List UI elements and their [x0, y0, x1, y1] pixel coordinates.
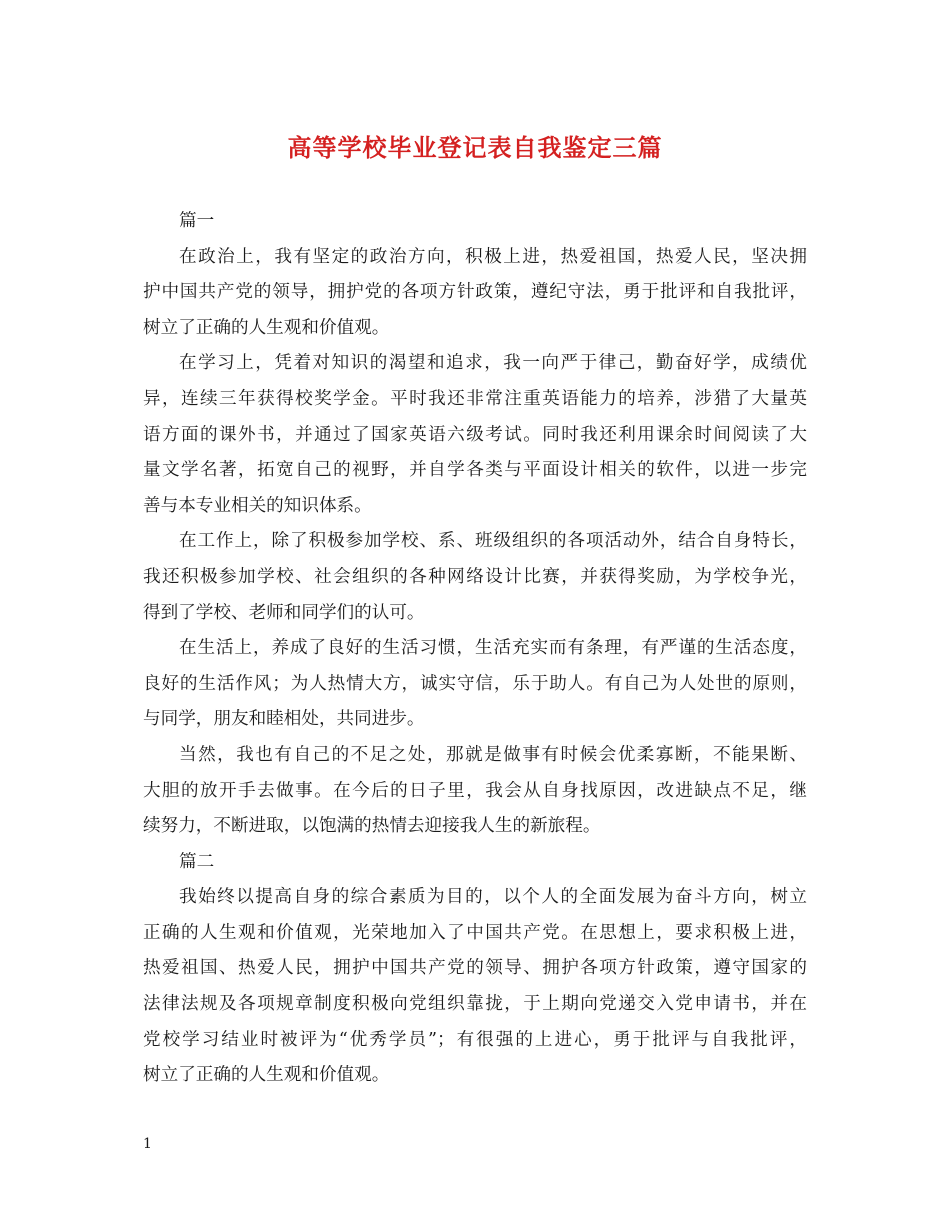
text-line: 异，连续三年获得校奖学金。平时我还非常注重英语能力的培养，涉猎了大量英	[143, 388, 807, 409]
text-line: 党校学习结业时被评为“优秀学员”；有很强的上进心，勇于批评与自我批评，	[143, 1029, 807, 1050]
text-line: 在生活上，养成了良好的生活习惯，生活充实而有条理，有严谨的生活态度，	[179, 638, 807, 659]
text-line: 我还积极参加学校、社会组织的各种网络设计比赛，并获得奖励，为学校争光，	[143, 566, 807, 587]
text-line: 得到了学校、老师和同学们的认可。	[143, 602, 425, 623]
text-line: 护中国共产党的领导，拥护党的各项方针政策，遵纪守法，勇于批评和自我批评，	[143, 282, 807, 303]
document-body	[143, 204, 807, 1094]
text-line: 在工作上，除了积极参加学校、系、班级组织的各项活动外，结合自身特长，	[179, 531, 807, 552]
text-line: 与同学，朋友和睦相处，共同进步。	[143, 709, 425, 730]
text-line: 法律法规及各项规章制度积极向党组织靠拢，于上期向党递交入党申请书，并在	[143, 994, 807, 1015]
text-line: 篇二	[179, 851, 215, 872]
text-line: 篇一	[179, 211, 215, 231]
text-line: 语方面的课外书，并通过了国家英语六级考试。同时我还利用课余时间阅读了大	[143, 424, 807, 445]
text-line: 善与本专业相关的知识体系。	[143, 495, 372, 516]
text-line: 热爱祖国、热爱人民，拥护中国共产党的领导、拥护各项方针政策，遵守国家的	[143, 958, 807, 979]
text-line: 我始终以提高自身的综合素质为目的，以个人的全面发展为奋斗方向，树立	[179, 887, 807, 908]
text-line: 在学习上，凭着对知识的渴望和追求，我一向严于律己，勤奋好学，成绩优	[179, 353, 807, 374]
text-line: 当然，我也有自己的不足之处，那就是做事有时候会优柔寡断，不能果断、	[179, 744, 807, 765]
text-line: 树立了正确的人生观和价值观。	[143, 1065, 390, 1086]
text-line: 树立了正确的人生观和价值观。	[143, 317, 390, 338]
text-line: 续努力，不断进取，以饱满的热情去迎接我人生的新旅程。	[143, 816, 601, 837]
text-line: 良好的生活作风；为人热情大方，诚实守信，乐于助人。有自己为人处世的原则，	[143, 673, 807, 694]
text-line: 在政治上，我有坚定的政治方向，积极上进，热爱祖国，热爱人民，坚决拥	[179, 246, 807, 267]
text-line: 正确的人生观和价值观，光荣地加入了中国共产党。在思想上，要求积极上进，	[143, 922, 807, 943]
document-title: 高等学校毕业登记表自我鉴定三篇	[287, 133, 663, 162]
text-line: 量文学名著，拓宽自己的视野，并自学各类与平面设计相关的软件，以进一步完	[143, 460, 807, 481]
page-number: 1	[143, 1136, 152, 1152]
text-line: 大胆的放开手去做事。在今后的日子里，我会从自身找原因，改进缺点不足，继	[143, 780, 807, 801]
